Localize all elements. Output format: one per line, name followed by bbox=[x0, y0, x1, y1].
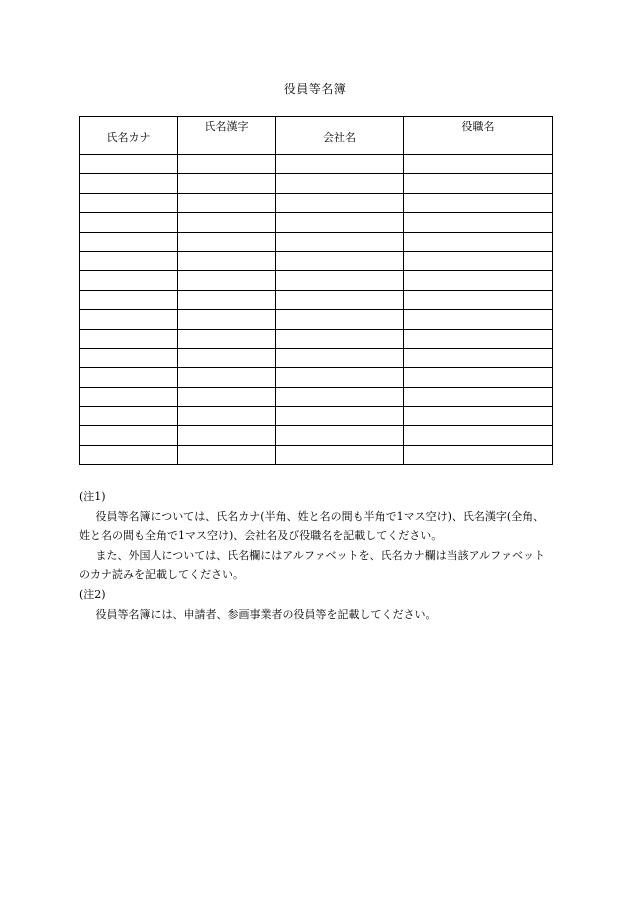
cell-name-kana[interactable] bbox=[80, 310, 178, 329]
header-name-kanji: 氏名漢字 bbox=[178, 117, 276, 155]
table-row bbox=[80, 290, 553, 309]
header-company-name: 会社名 bbox=[276, 117, 404, 155]
table-row bbox=[80, 155, 553, 174]
cell-company-name[interactable] bbox=[276, 445, 404, 464]
cell-name-kanji[interactable] bbox=[178, 213, 276, 232]
cell-name-kana[interactable] bbox=[80, 232, 178, 251]
cell-position[interactable] bbox=[404, 193, 553, 212]
cell-name-kana[interactable] bbox=[80, 271, 178, 290]
cell-name-kanji[interactable] bbox=[178, 232, 276, 251]
table-row bbox=[80, 310, 553, 329]
cell-name-kanji[interactable] bbox=[178, 290, 276, 309]
cell-name-kana[interactable] bbox=[80, 155, 178, 174]
cell-position[interactable] bbox=[404, 348, 553, 367]
note-2-label: (注2) bbox=[79, 587, 106, 601]
cell-name-kana[interactable] bbox=[80, 290, 178, 309]
cell-position[interactable] bbox=[404, 407, 553, 426]
cell-company-name[interactable] bbox=[276, 310, 404, 329]
cell-name-kana[interactable] bbox=[80, 387, 178, 406]
cell-position[interactable] bbox=[404, 310, 553, 329]
page-title: 役員等名簿 bbox=[283, 82, 347, 96]
cell-position[interactable] bbox=[404, 232, 553, 251]
note-2-paragraph-1: 役員等名簿には、申請者、参画事業者の役員等を記載してください。 bbox=[95, 607, 437, 621]
cell-name-kanji[interactable] bbox=[178, 251, 276, 270]
cell-name-kanji[interactable] bbox=[178, 387, 276, 406]
cell-company-name[interactable] bbox=[276, 407, 404, 426]
cell-position[interactable] bbox=[404, 251, 553, 270]
cell-name-kanji[interactable] bbox=[178, 174, 276, 193]
cell-name-kana[interactable] bbox=[80, 407, 178, 426]
cell-company-name[interactable] bbox=[276, 387, 404, 406]
table-row bbox=[80, 271, 553, 290]
cell-company-name[interactable] bbox=[276, 251, 404, 270]
cell-position[interactable] bbox=[404, 445, 553, 464]
note-1-paragraph-2: また、外国人については、氏名欄にはアルファベットを、氏名カナ欄は当該アルファベットのカナ読みを記載してください。 bbox=[79, 548, 545, 582]
cell-company-name[interactable] bbox=[276, 193, 404, 212]
cell-name-kanji[interactable] bbox=[178, 271, 276, 290]
cell-company-name[interactable] bbox=[276, 368, 404, 387]
cell-position[interactable] bbox=[404, 271, 553, 290]
header-position: 役職名 bbox=[404, 117, 553, 155]
table-row bbox=[80, 426, 553, 445]
cell-name-kana[interactable] bbox=[80, 445, 178, 464]
table-body bbox=[80, 155, 553, 465]
officer-roster-table bbox=[79, 116, 553, 465]
header-name-kana: 氏名カナ bbox=[80, 117, 178, 155]
cell-name-kana[interactable] bbox=[80, 213, 178, 232]
cell-name-kanji[interactable] bbox=[178, 155, 276, 174]
cell-name-kanji[interactable] bbox=[178, 348, 276, 367]
cell-position[interactable] bbox=[404, 368, 553, 387]
cell-position[interactable] bbox=[404, 387, 553, 406]
table-row bbox=[80, 193, 553, 212]
cell-name-kanji[interactable] bbox=[178, 329, 276, 348]
table-row bbox=[80, 348, 553, 367]
table-row bbox=[80, 407, 553, 426]
cell-company-name[interactable] bbox=[276, 271, 404, 290]
table-header-row bbox=[80, 117, 553, 155]
cell-name-kanji[interactable] bbox=[178, 368, 276, 387]
table-row bbox=[80, 213, 553, 232]
cell-company-name[interactable] bbox=[276, 155, 404, 174]
cell-company-name[interactable] bbox=[276, 174, 404, 193]
cell-position[interactable] bbox=[404, 213, 553, 232]
cell-name-kanji[interactable] bbox=[178, 193, 276, 212]
cell-name-kana[interactable] bbox=[80, 174, 178, 193]
table-row bbox=[80, 329, 553, 348]
cell-company-name[interactable] bbox=[276, 329, 404, 348]
cell-company-name[interactable] bbox=[276, 290, 404, 309]
cell-name-kanji[interactable] bbox=[178, 407, 276, 426]
cell-company-name[interactable] bbox=[276, 213, 404, 232]
table-row bbox=[80, 445, 553, 464]
cell-name-kana[interactable] bbox=[80, 251, 178, 270]
table-row bbox=[80, 251, 553, 270]
cell-name-kana[interactable] bbox=[80, 193, 178, 212]
cell-name-kana[interactable] bbox=[80, 426, 178, 445]
cell-name-kanji[interactable] bbox=[178, 426, 276, 445]
table-row bbox=[80, 387, 553, 406]
cell-company-name[interactable] bbox=[276, 426, 404, 445]
table-row bbox=[80, 174, 553, 193]
note-1-label: (注1) bbox=[79, 490, 106, 503]
cell-name-kanji[interactable] bbox=[178, 310, 276, 329]
cell-position[interactable] bbox=[404, 329, 553, 348]
note-1-paragraph-1: 役員等名簿については、氏名カナ(半角、姓と名の間も半角で1マス空け)、氏名漢字(全角、姓と名の間も全角で1マス空け)、会社名及び役職名を記載してください。 bbox=[79, 509, 545, 543]
notes-section bbox=[79, 487, 554, 624]
cell-position[interactable] bbox=[404, 155, 553, 174]
cell-company-name[interactable] bbox=[276, 348, 404, 367]
cell-name-kana[interactable] bbox=[80, 348, 178, 367]
cell-company-name[interactable] bbox=[276, 232, 404, 251]
table-row bbox=[80, 232, 553, 251]
cell-name-kana[interactable] bbox=[80, 329, 178, 348]
cell-position[interactable] bbox=[404, 174, 553, 193]
table-row bbox=[80, 368, 553, 387]
cell-position[interactable] bbox=[404, 426, 553, 445]
cell-name-kana[interactable] bbox=[80, 368, 178, 387]
cell-position[interactable] bbox=[404, 290, 553, 309]
cell-name-kanji[interactable] bbox=[178, 445, 276, 464]
